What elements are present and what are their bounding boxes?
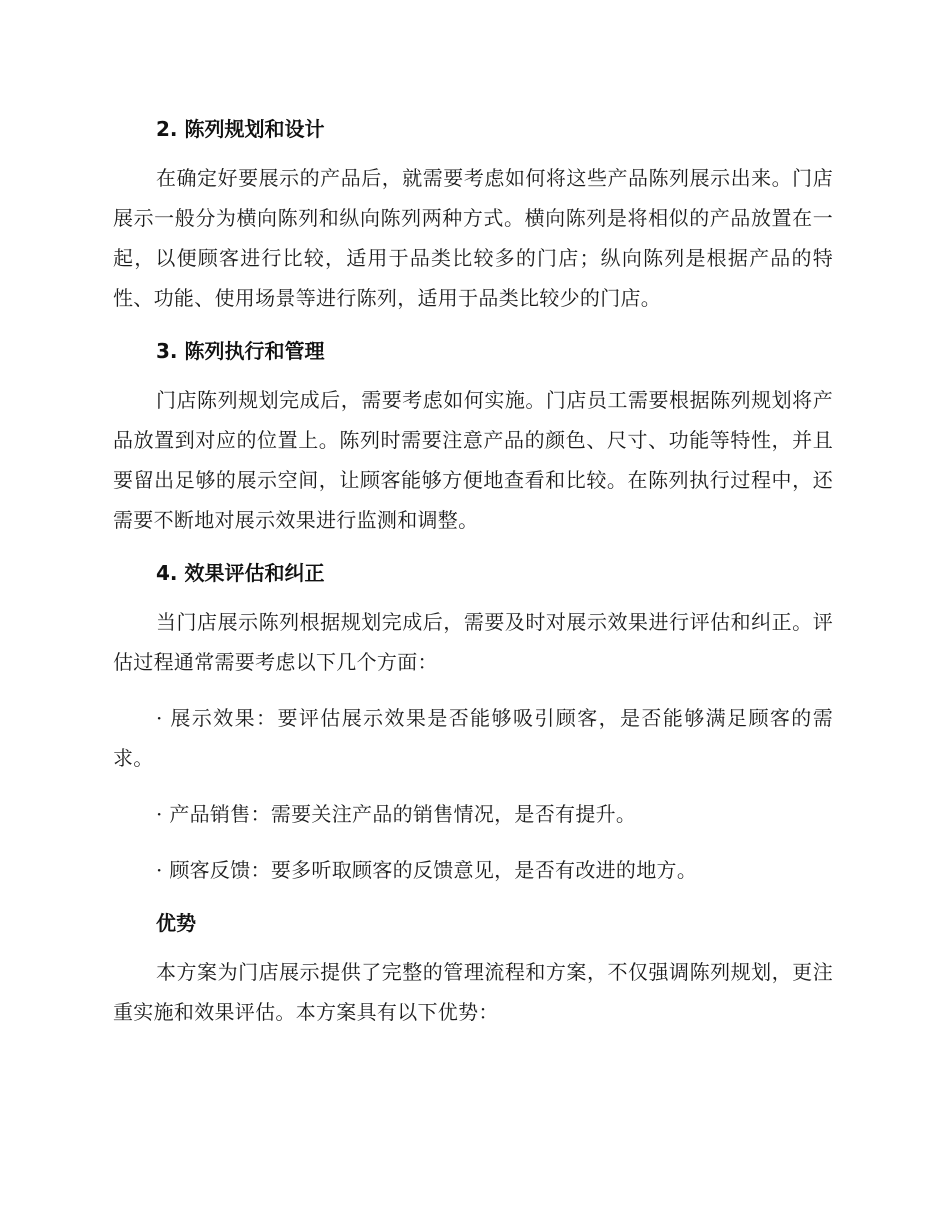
paragraph-effect-evaluation: 当门店展示陈列根据规划完成后，需要及时对展示效果进行评估和纠正。评估过程通常需要考虑以下几个方面： bbox=[113, 610, 833, 674]
section-heading-display-execution: 3. 陈列执行和管理 bbox=[156, 339, 325, 363]
bullet-item-product-sales: · 产品销售：需要关注产品的销售情况，是否有提升。 bbox=[156, 802, 637, 826]
bullet-item-customer-feedback: · 顾客反馈：要多听取顾客的反馈意见，是否有改进的地方。 bbox=[156, 858, 698, 882]
section-heading-display-planning: 2. 陈列规划和设计 bbox=[156, 117, 325, 141]
section-heading-advantages: 优势 bbox=[156, 911, 196, 935]
paragraph-display-planning: 在确定好要展示的产品后，就需要考虑如何将这些产品陈列展示出来。门店展示一般分为横向陈列和纵向陈列两种方式。横向陈列是将相似的产品放置在一起，以便顾客进行比较，适用于品类比较多的门店；纵向陈列是根据产品的特性、功能、使用场景等进行陈列，适用于品类比较少的门店。 bbox=[113, 166, 833, 310]
paragraph-advantages: 本方案为门店展示提供了完整的管理流程和方案，不仅强调陈列规划，更注重实施和效果评估。本方案具有以下优势： bbox=[113, 960, 833, 1024]
bullet-item-display-effect: · 展示效果：要评估展示效果是否能够吸引顾客，是否能够满足顾客的需求。 bbox=[113, 706, 833, 770]
section-heading-effect-evaluation: 4. 效果评估和纠正 bbox=[156, 561, 325, 585]
paragraph-display-execution: 门店陈列规划完成后，需要考虑如何实施。门店员工需要根据陈列规划将产品放置到对应的位置上。陈列时需要注意产品的颜色、尺寸、功能等特性，并且要留出足够的展示空间，让顾客能够方便地查看和比较。在陈列执行过程中，还需要不断地对展示效果进行监测和调整。 bbox=[113, 388, 833, 532]
document-body bbox=[113, 112, 833, 1048]
